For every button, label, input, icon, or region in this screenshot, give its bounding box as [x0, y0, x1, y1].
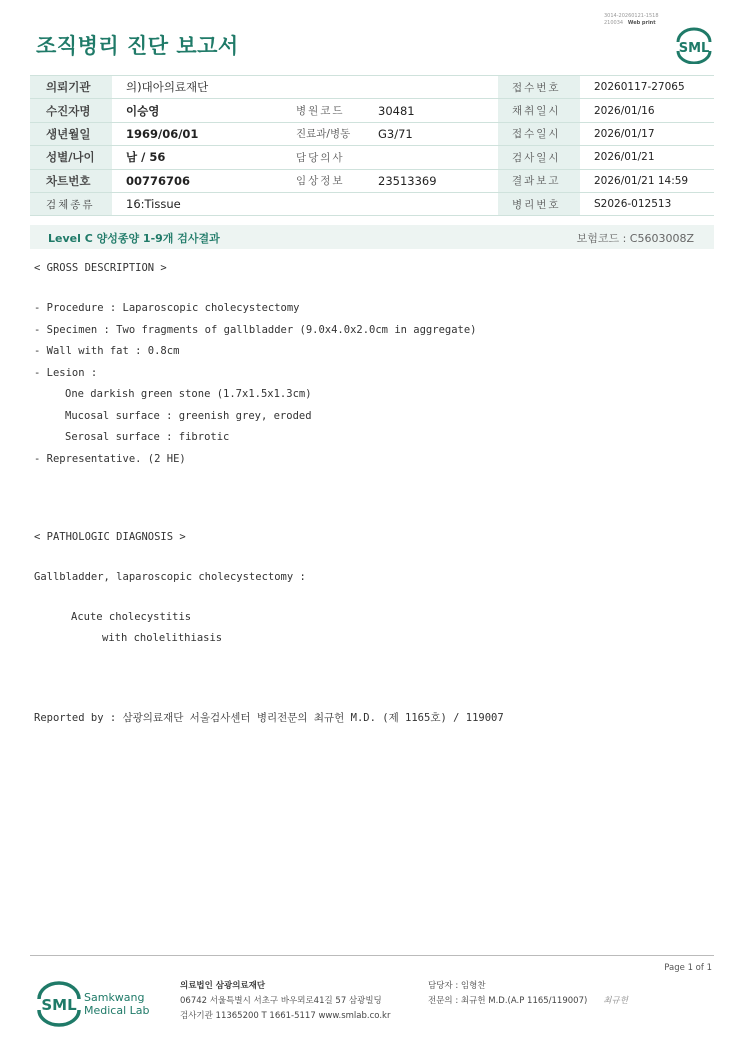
info-value: 남 / 56: [112, 146, 282, 169]
gross-line: Mucosal surface : greenish grey, eroded: [65, 410, 312, 422]
info-label: 검체종류: [30, 192, 112, 215]
info-label: 접수일시: [498, 122, 580, 145]
gross-line: - Lesion :: [34, 367, 98, 379]
info-row: [30, 169, 714, 192]
gross-line: One darkish green stone (1.7x1.5x1.3cm): [65, 388, 312, 400]
staff-name: 담당자 : 임형찬: [428, 981, 486, 991]
info-row: [30, 76, 714, 99]
test-result-banner: [30, 225, 714, 249]
info-row: [30, 122, 714, 145]
gross-heading: < GROSS DESCRIPTION >: [34, 262, 167, 274]
diagnosis-line: Gallbladder, laparoscopic cholecystectomy :: [34, 571, 306, 583]
info-label: 진료과/병동: [282, 122, 364, 145]
info-value: 20260117-27065: [580, 76, 714, 99]
info-label: 접수번호: [498, 76, 580, 99]
org-name: 의료법인 삼광의료재단: [180, 981, 266, 991]
sml-logo-icon: [674, 26, 714, 64]
info-label: 검사일시: [498, 146, 580, 169]
print-code-line1: 3014-20260121-1518: [604, 13, 659, 19]
info-label: 채취일시: [498, 99, 580, 122]
info-label: 의뢰기관: [30, 76, 112, 99]
insurance-code: 보험코드 : C5603008Z: [576, 232, 694, 245]
logo-name-1: Samkwang: [84, 991, 145, 1004]
info-value: 30481: [364, 99, 498, 122]
page-title: 조직병리 진단 보고서: [36, 34, 239, 58]
info-value: 이승영: [112, 99, 282, 122]
info-label: 차트번호: [30, 169, 112, 192]
info-value: 2026/01/21 14:59: [580, 169, 714, 192]
gross-line: Serosal surface : fibrotic: [65, 431, 230, 443]
footer-org-info: [180, 979, 390, 1024]
gross-line: - Wall with fat : 0.8cm: [34, 345, 180, 357]
info-value: G3/71: [364, 122, 498, 145]
gross-line: - Representative. (2 HE): [34, 453, 186, 465]
logo-name-2: Medical Lab: [84, 1004, 150, 1017]
print-code-line2: 210034: [604, 20, 624, 26]
info-value: 1969/06/01: [112, 122, 282, 145]
patient-info-table: [30, 75, 714, 216]
info-label: 성별/나이: [30, 146, 112, 169]
info-value: 23513369: [364, 169, 498, 192]
signature: 최규헌: [603, 996, 628, 1006]
test-level-label: Level C 양성종양 1-9개 검사결과: [48, 232, 220, 245]
info-label: 수진자명: [30, 99, 112, 122]
info-row: [30, 99, 714, 122]
info-label: 생년월일: [30, 122, 112, 145]
gross-line: - Specimen : Two fragments of gallbladder (9.0x4.0x2.0cm in aggregate): [34, 324, 477, 336]
info-label: 결과보고: [498, 169, 580, 192]
diagnosis-line: Acute cholecystitis: [71, 611, 192, 623]
info-value: 16:Tissue: [112, 192, 498, 215]
info-value: 2026/01/17: [580, 122, 714, 145]
info-label: 병리번호: [498, 192, 580, 215]
info-value: S2026-012513: [580, 192, 714, 215]
org-contact: 검사기관 11365200 T 1661-5117 www.smlab.co.kr: [180, 1011, 391, 1021]
info-value: 00776706: [112, 169, 282, 192]
info-value: 2026/01/21: [580, 146, 714, 169]
footer-staff-info: [428, 979, 628, 1009]
web-print-label: Web print: [627, 20, 656, 26]
logo-text: SML: [678, 41, 710, 56]
print-code: [604, 13, 659, 27]
info-label: 임상정보: [282, 169, 364, 192]
org-address: 06742 서울특별시 서초구 바우뫼로41길 57 삼광빌딩: [180, 996, 382, 1006]
specialist-name: 전문의 : 최규헌 M.D.(A.P 1165/119007): [428, 996, 588, 1006]
diagnosis-line: with cholelithiasis: [102, 632, 223, 644]
page-number: Page 1 of 1: [664, 963, 712, 973]
info-value: 의)대아의료재단: [112, 76, 498, 99]
gross-line: - Procedure : Laparoscopic cholecystectomy: [34, 302, 300, 314]
reported-by: Reported by : 삼광의료재단 서울검사센터 병리전문의 최규헌 M.D. (제 1165호) / 119007: [34, 712, 504, 724]
info-value: 2026/01/16: [580, 99, 714, 122]
info-label: 병원코드: [282, 99, 364, 122]
footer-divider: [30, 955, 714, 956]
info-label: 담당의사: [282, 146, 364, 169]
info-row: [30, 192, 714, 215]
info-row: [30, 146, 714, 169]
samkwang-logo-icon: [36, 979, 156, 1027]
diagnosis-heading: < PATHOLOGIC DIAGNOSIS >: [34, 531, 186, 543]
logo-text: SML: [41, 996, 77, 1014]
info-value: [364, 146, 498, 169]
